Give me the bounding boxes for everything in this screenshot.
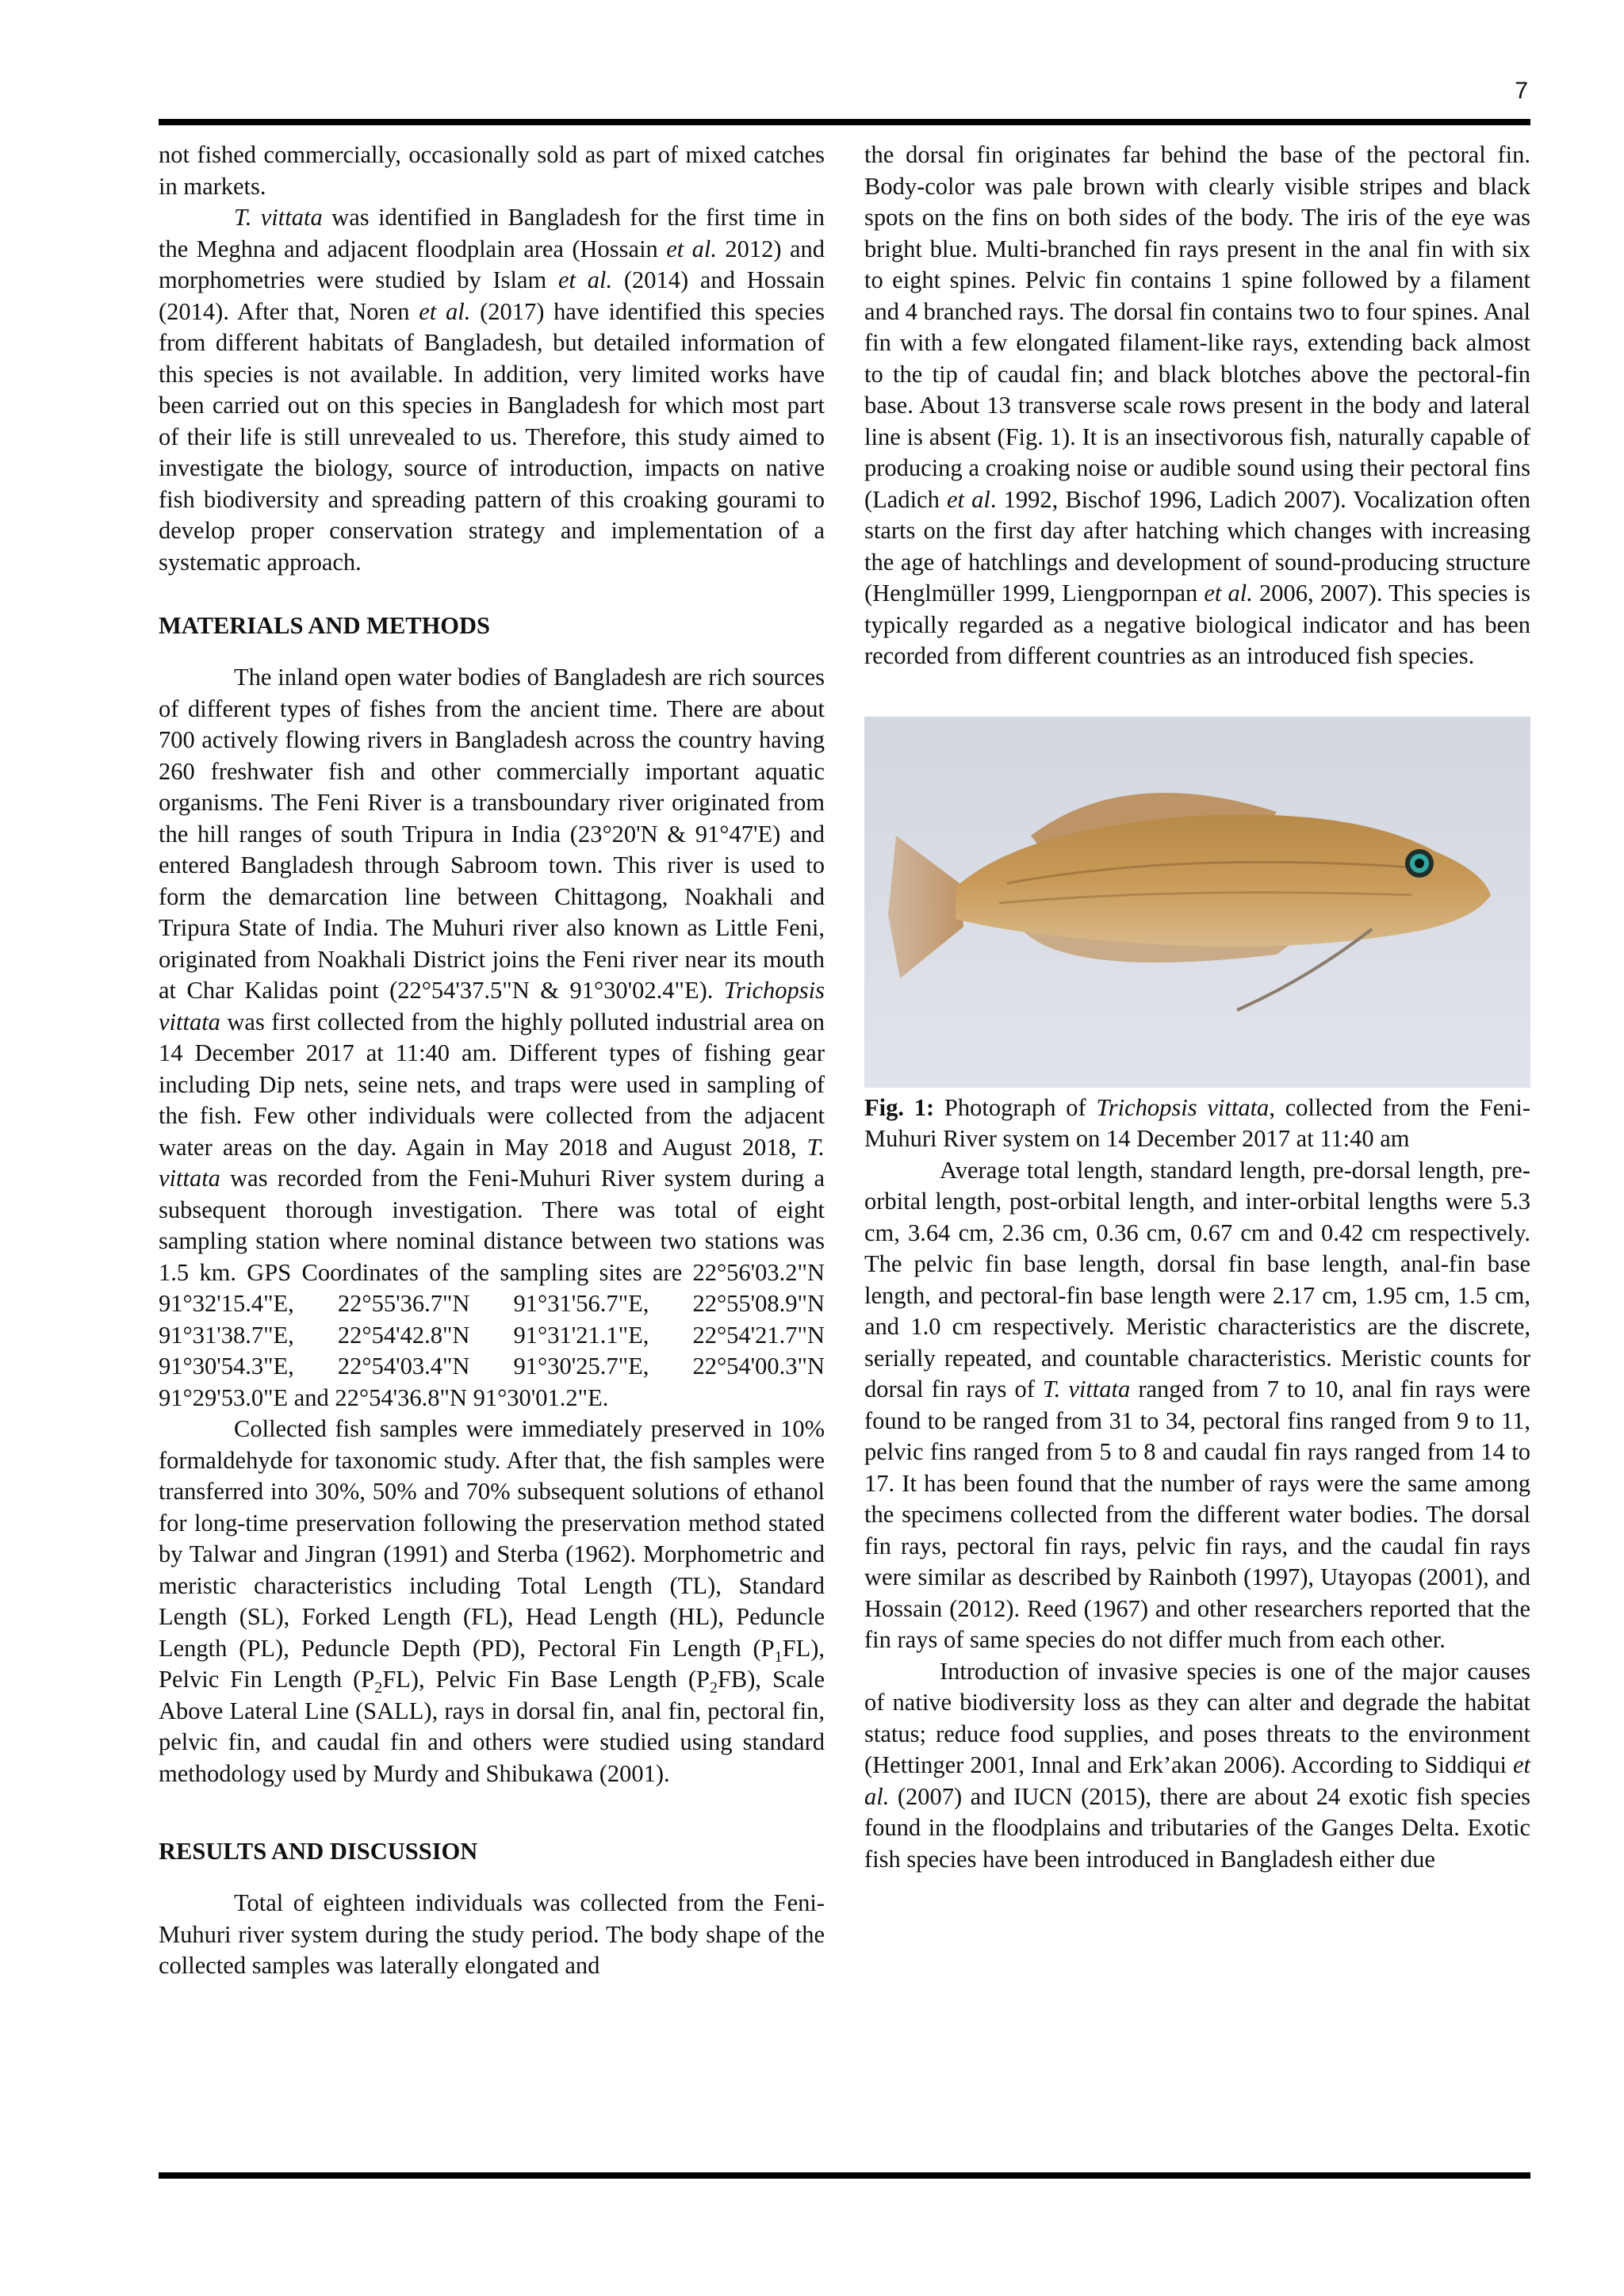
paragraph-invasive-species: Introduction of invasive species is one of the major causes of native biodiversity loss as they can alter and degrade the habitat status; reduce food supplies, and poses threats to the environment (Hettinger 2001, Innal and Erk’akan 2006). According to Siddiqui et al. (2007) and IUCN (2015), there are about 24 exotic fish species found in the floodplains and tributaries of the Ganges Delta. Exotic fish species have been introduced in Bangladesh either due [864, 1657, 1530, 1873]
heading-results-discussion: RESULTS AND DISCUSSION [159, 1838, 478, 1865]
caudal-fin [888, 836, 963, 978]
page-number: 7 [1515, 78, 1528, 104]
fish-illustration [864, 717, 1530, 1088]
paragraph-morphometrics: Average total length, standard length, pre-dorsal length, pre-orbital length, post-orbital length, and inter-orbital lengths were 5.3 cm, 3.64 cm, 2.36 cm, 0.36 cm, 0.67 cm and 0.42 cm respectively. The pelvic fin base length, dorsal fin base length, anal-fin base length, and pectoral-fin base length were 2.17 cm, 1.95 cm, 1.5 cm, and 1.0 cm respectively. Meristic characteristics are the discrete, serially repeated, and countable characteristics. Meristic counts for dorsal fin rays of T. vittata ranged from 7 to 10, anal fin rays were found to be ranged from 31 to 34, pectoral fins ranged from 9 to 11, pelvic fins ranged from 5 to 8 and caudal fin rays ranged from 14 to 17. It has been found that the number of rays were the same among the specimens collected from the different water bodies. The dorsal fin rays, pectoral fin rays, pelvic fin rays, and the caudal fin rays were similar as described by Rainboth (1997), Utayopas (2001), and Hossain (2012). Reed (1967) and other researchers reported that the fin rays of same species do not differ much from each other. [864, 1156, 1530, 1653]
paragraph-preservation: Collected fish samples were immediately preserved in 10% formaldehyde for taxonomic study. After that, the fish samples were transferred into 30%, 50% and 70% subsequent solutions of ethanol for long-time preservation following the preservation method stated by Talwar and Jingran (1991) and Sterba (1962). Morphometric and meristic characteristics including Total Length (TL), Standard Length (SL), Forked Length (FL), Head Length (HL), Peduncle Length (PL), Peduncle Depth (PD), Pectoral Fin Length $(P_1FL)$, Pelvic Fin Length $(P_2FL)$, Pelvic Fin Base Length $(P_2FB)$, Scale Above Lateral Line (SALL), rays in dorsal fin, anal fin, pectoral fin, pelvic fin, and caudal fin and others were studied using standard methodology used by Murdy and Shibukawa (2001). [159, 1415, 825, 1787]
paragraph-study-area: The inland open water bodies of Bangladesh are rich sources of different types of fishes from the ancient time. There are about 700 actively flowing rivers in Bangladesh across the country having 260 freshwater fish and other commercially important aquatic organisms. The Feni River is a transboundary river originated from the hill ranges of south Tripura in India (23°20'N & 91°47'E) and entered Bangladesh through Sabroom town. This river is used to form the demarcation line between Chittagong, Noakhali and Tripura State of India. The Muhuri river also known as Little Feni, originated from Noakhali District joins the Feni river near its mouth at Char Kalidas point (22°54'37.5"N & 91°30'02.4"E). Trichopsis vittata was first collected from the highly polluted industrial area on 14 December 2017 at 11:40 am. Different types of fishing gear including Dip nets, seine nets, and traps were used in sampling of the fish. Few other individuals were collected from the adjacent water areas on the day. Again in May 2018 and August 2018, T. vittata was recorded from the Feni-Muhuri River system during a subsequent thorough investigation. There was total of eight sampling station where nominal distance between two stations was 1.5 km. GPS Coordinates of the sampling sites are 22°56'03.2"N 91°32'15.4"E, 22°55'36.7"N 91°31'56.7"E, 22°55'08.9"N 91°31'38.7"E, 22°54'42.8"N 91°31'21.1"E, 22°54'21.7"N 91°30'54.3"E, 22°54'03.4"N 91°30'25.7"E, 22°54'00.3"N 91°29'53.0"E and 22°54'36.8"N 91°30'01.2"E. [159, 664, 825, 1411]
paragraph-results: Total of eighteen individuals was collected from the Feni-Muhuri river system during the study period. The body shape of the collected samples was laterally elongated and [159, 1889, 825, 1979]
header-rule [159, 119, 1530, 125]
paragraph-introduction: T. vittata was identified in Bangladesh for the first time in the Meghna and adjacent floodplain area (Hossain et al. 2012) and morphometries were studied by Islam et al. (2014) and Hossain (2014). After that, Noren et al. (2017) have identified this species from different habitats of Bangladesh, but detailed information of this species is not available. In addition, very limited works have been carried out on this species in Bangladesh for which most part of their life is still unrevealed to us. Therefore, this study aimed to investigate the biology, source of introduction, impacts on native fish biodiversity and spreading pattern of this croaking gourami to develop proper conservation strategy and implementation of a systematic approach. [159, 204, 825, 576]
left-column [159, 140, 825, 1982]
fish-photograph [864, 717, 1530, 1088]
footer-rule [159, 2172, 1530, 2179]
paragraph-continued: not fished commercially, occasionally sold as part of mixed catches in markets. [159, 141, 825, 200]
right-column [864, 140, 1530, 1875]
heading-materials-methods: MATERIALS AND METHODS [159, 612, 491, 639]
paragraph-description: the dorsal fin originates far behind the base of the pectoral fin. Body-color was pale brown with clearly visible stripes and black spots on the fins on both sides of the body. The iris of the eye was bright blue. Multi-branched fin rays present in the anal fin with six to eight spines. Pelvic fin contains 1 spine followed by a filament and 4 branched rays. The dorsal fin contains two to four spines. Anal fin with a few elongated filament-like rays, extending back almost to the tip of caudal fin; and black blotches above the pectoral-fin base. About 13 transverse scale rows present in the body and lateral line is absent (Fig. 1). It is an insectivorous fish, naturally capable of producing a croaking noise or audible sound using their pectoral fins (Ladich et al. 1992, Bischof 1996, Ladich 2007). Vocalization often starts on the first day after hatching which changes with increasing the age of hatchlings and development of sound-producing structure (Henglmüller 1999, Liengpornpan et al. 2006, 2007). This species is typically regarded as a negative biological indicator and has been recorded from different countries as an introduced fish species. [864, 141, 1530, 669]
figure-caption: Fig. 1: Photograph of Trichopsis vittata, collected from the Feni-Muhuri River system on 14 December 2017 at 11:40 am [864, 1093, 1530, 1152]
